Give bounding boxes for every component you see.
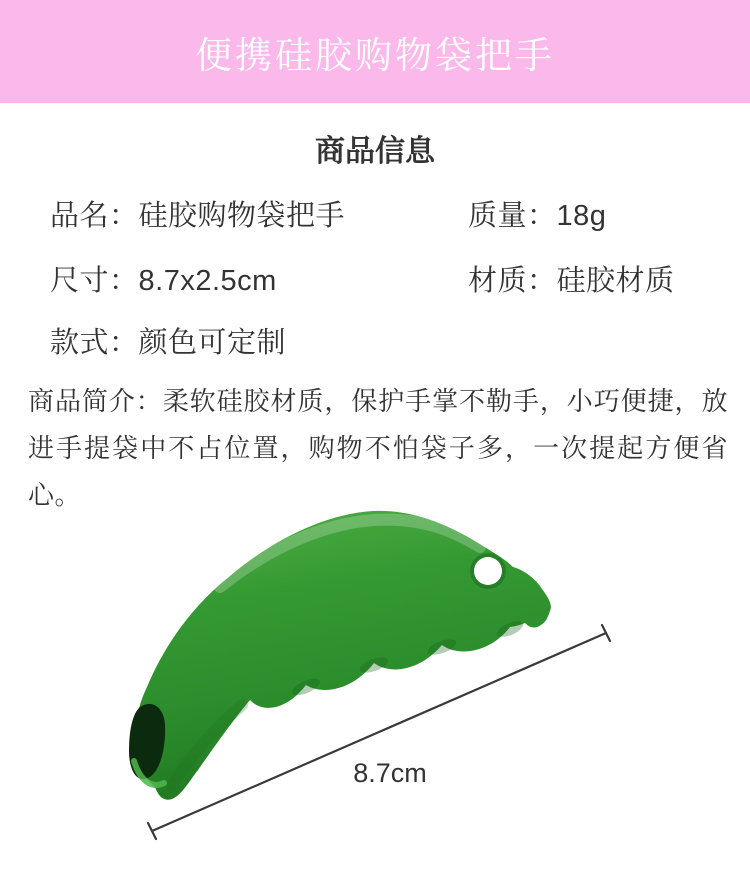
spec-label: 质量：	[468, 200, 557, 232]
dimension-tick-start	[148, 823, 156, 839]
spec-material	[468, 258, 675, 299]
section-title: 商品信息	[315, 135, 435, 168]
spec-weight	[468, 193, 606, 234]
spec-style	[50, 320, 286, 361]
spec-size	[50, 258, 277, 299]
spec-value: 颜色可定制	[138, 327, 287, 359]
spec-label: 款式：	[50, 327, 139, 359]
product-description: 商品简介：柔软硅胶材质，保护手掌不勒手，小巧便捷，放进手提袋中不占位置，购物不怕袋子多，一次提起方便省心。	[28, 386, 728, 510]
spec-label: 尺寸：	[50, 265, 139, 297]
handle-illustration	[90, 495, 630, 855]
product-figure	[90, 495, 630, 855]
dimension-label: 8.7cm	[353, 758, 427, 788]
page-title: 便携硅胶购物袋把手	[195, 34, 555, 76]
spec-value: 硅胶材质	[556, 265, 675, 297]
hanging-hole	[474, 557, 502, 585]
spec-value: 硅胶购物袋把手	[138, 200, 346, 232]
spec-label: 品名：	[50, 200, 139, 232]
dimension-tick-end	[602, 625, 610, 641]
header-banner	[0, 0, 750, 103]
spec-product-name	[50, 193, 345, 234]
spec-label: 材质：	[468, 265, 557, 297]
spec-value: 18g	[556, 200, 607, 232]
spec-value: 8.7x2.5cm	[138, 265, 277, 297]
